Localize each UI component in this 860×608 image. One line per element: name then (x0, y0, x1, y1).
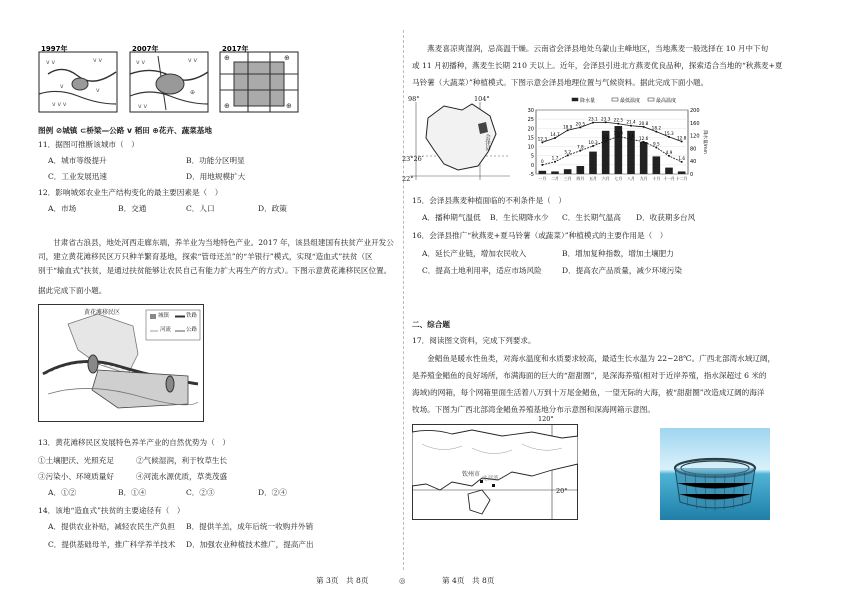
max-temp-line-label: 12.3 (537, 136, 547, 142)
max-temp-line-label: 20.8 (639, 120, 649, 126)
precip-bar (640, 142, 648, 174)
max-temp-line-label: 18.2 (651, 125, 661, 131)
svg-text:ⅴ ⅴ: ⅴ ⅴ (93, 57, 103, 64)
legend-entry: 最高温度 (656, 98, 677, 104)
y-tick-left: -5 (529, 172, 534, 178)
svg-text:⊕: ⊕ (224, 54, 230, 62)
q14-option-b[interactable]: B．提供羊羔，成年后统一收购并外销 (186, 522, 314, 531)
precip-bar (678, 171, 686, 174)
footer-mark: ◎ (399, 576, 406, 585)
legend-river: 河流 (160, 327, 172, 333)
svg-text:ⅴ ⅴ: ⅴ ⅴ (188, 57, 198, 64)
region-label: 黄花滩移民区 (84, 309, 121, 316)
max-temp-line-point (579, 126, 581, 128)
month-label: 十二月 (675, 176, 688, 181)
min-temp-line-label: 12.6 (639, 135, 649, 141)
min-temp-line-label: 14 (628, 133, 634, 139)
q11-option-c[interactable]: C．工业发展迅速 (48, 172, 107, 181)
max-temp-line-label: 14.7 (550, 131, 560, 137)
huanghuatan-map (38, 304, 204, 422)
q11-option-b[interactable]: B．功能分区明显 (186, 156, 245, 165)
month-label: 三月 (563, 176, 572, 181)
footer-page-3: 第 3页 共 8页 (316, 576, 369, 585)
q15-option-d[interactable]: D．收获期多台风 (636, 213, 696, 222)
question-17: 17．阅读图文资料，完成下列要求。 (412, 336, 536, 345)
max-temp-line-point (605, 121, 607, 123)
svg-text:⊕: ⊕ (284, 54, 290, 62)
chart-frame (536, 110, 688, 174)
map-legend: 图例 ⊘城镇 ⊂桥梁—公路 ⅴ 稻田 ⊕花卉、蔬菜基地 (38, 126, 212, 135)
svg-text:ⅴ ⅴ: ⅴ ⅴ (138, 103, 148, 110)
question-13: 13．黄花滩移民区发展特色养羊产业的自然优势为（ ） (38, 438, 230, 447)
y-tick-left: 25 (527, 117, 534, 124)
min-temp-line-point (605, 140, 607, 142)
max-temp-line-label: 21.4 (626, 119, 636, 125)
max-temp-line-label: 12.8 (677, 135, 687, 141)
min-temp-line-point (643, 141, 645, 143)
q13-option-b[interactable]: B．①④ (118, 488, 147, 497)
max-temp-line-point (630, 125, 632, 127)
min-temp-line-point (554, 161, 556, 163)
y-tick-left: 30 (527, 108, 534, 114)
max-temp-line-label: 20.5 (575, 121, 585, 127)
question-16: 16．会泽县推广“秋燕麦+夏马铃薯（或蔬菜）”种植模式的主要作用是（ ） (412, 231, 668, 240)
month-label: 七月 (614, 176, 623, 181)
month-label: 二月 (551, 176, 559, 181)
section-heading: 二、综合题 (412, 320, 450, 329)
min-temp-line-point (541, 164, 543, 166)
y-axis-label: 降水量/mm (702, 130, 707, 154)
min-temp-line-label: 15.6 (613, 130, 623, 136)
q11-option-a[interactable]: A．城市等级提升 (48, 156, 107, 165)
y-tick-right: 40 (690, 159, 697, 166)
y-tick-right: 80 (690, 146, 697, 153)
huize-location-map (402, 94, 512, 190)
month-label: 九月 (639, 176, 648, 181)
urban-evolution-maps (38, 44, 300, 124)
y-tick-right: 120 (690, 133, 700, 140)
min-temp-line-label: 1.6 (678, 155, 686, 161)
legend-swatch (612, 98, 618, 101)
y-tick-left: 20 (527, 126, 534, 133)
max-temp-line-label: 18.9 (563, 124, 573, 130)
q12-option-d[interactable]: D．政策 (258, 204, 287, 213)
svg-text:⊕: ⊕ (224, 102, 230, 110)
q16-option-d[interactable]: D．提高农产品质量，减少环境污染 (562, 266, 682, 275)
q14-option-c[interactable]: C．提供基础母羊，推广科学养羊技术 (48, 540, 176, 549)
max-temp-line-label: 23.3 (601, 116, 611, 122)
min-temp-line-point (668, 155, 670, 157)
month-label: 六月 (601, 176, 610, 181)
fig3-site: 北部湾 (482, 476, 499, 482)
climate-chart (520, 94, 710, 190)
q13-statement-4: ④河流水源优质，草类茂盛 (136, 472, 228, 481)
map-2017 (220, 52, 298, 112)
max-temp-line-point (617, 123, 619, 125)
month-label: 五月 (589, 176, 597, 181)
map-year-2: 2007年 (132, 45, 159, 53)
y-tick-left: 0 (530, 162, 534, 169)
max-temp-line-point (567, 129, 569, 131)
passage-gulang-line-1: 甘肃省古浪县，地处河西走廊东端，养羊业为当地特色产业。2017 年，该县组建国有扶贫产业开发公 (38, 238, 394, 247)
q12-option-b[interactable]: B．交通 (118, 204, 147, 213)
svg-text:ⅴ ⅴ: ⅴ ⅴ (46, 59, 56, 66)
y-tick-left: 5 (530, 153, 534, 160)
passage-gulang-line-3: 别于“输血式”扶贫，是通过扶贫能够让农民自己有能力扩大再生产的方式）。下图示意黄花滩移民区位置。 (38, 266, 392, 275)
month-label: 十月 (652, 176, 661, 181)
q13-statement-3: ③污染小、环境质量好 (38, 472, 114, 481)
month-label: 一月 (538, 176, 547, 181)
precip-bar (551, 171, 559, 174)
q15-option-a[interactable]: A．播种期气温低 (422, 213, 481, 222)
max-temp-line-point (655, 131, 657, 133)
fig3-lon: 120° (538, 415, 554, 423)
precip-bar (665, 168, 673, 174)
y-tick-right: 0 (690, 172, 694, 178)
legend-town: 城镇 (158, 313, 170, 319)
net-cage-image (660, 428, 770, 520)
footer-page-4: 第 4页 共 8页 (442, 576, 495, 585)
max-temp-line-point (554, 137, 556, 139)
q11-option-d[interactable]: D．用地规模扩大 (186, 172, 246, 181)
min-temp-line-point (617, 135, 619, 137)
question-14: 14．该地“造血式”扶贫的主要途径有（ ） (38, 506, 185, 515)
min-temp-line-label: 5.2 (564, 149, 572, 155)
legend-road: 公路 (186, 327, 198, 333)
month-label: 四月 (576, 176, 585, 181)
y-tick-right: 200 (690, 108, 700, 114)
passage-fish-line-1: 金鲳鱼是暖水性鱼类，对海水温度和水质要求较高，最适生长水温为 22~28℃。广西北部湾水域辽阔， (412, 354, 776, 363)
passage-oats-line-3: 马铃薯（大蔬菜）”种植模式。下图示意会泽县地理位置与气候资料。据此完成下面小题。 (412, 78, 709, 87)
q12-option-a[interactable]: A．市场 (48, 204, 77, 213)
legend-entry: 降水量 (580, 98, 596, 104)
legend-swatch (572, 98, 578, 101)
map-lon-98: 98° (408, 95, 420, 103)
q14-option-a[interactable]: A．提供农业补贴，减轻农民生产负担 (48, 522, 175, 531)
q15-option-c[interactable]: C．生长期气温高 (562, 213, 621, 222)
q12-option-c[interactable]: C．人口 (186, 204, 215, 213)
min-temp-line-label: 9.5 (652, 141, 660, 147)
map-year-1: 1997年 (41, 45, 68, 53)
q13-option-c[interactable]: C．②③ (186, 488, 215, 497)
q16-option-a[interactable]: A．延长产业链，增加农民收入 (422, 249, 527, 258)
map-lat-22: 22° (402, 175, 414, 183)
q13-option-a[interactable]: A．①② (48, 488, 77, 497)
legend-railway: 铁路 (186, 313, 198, 319)
min-temp-line-label: 13 (602, 135, 609, 141)
q16-option-b[interactable]: B．增加复种指数，增加土壤肥力 (562, 249, 674, 258)
question-11: 11．据图可推断该城市（ ） (38, 140, 139, 149)
min-temp-line-label: 1.7 (551, 155, 559, 161)
svg-text:ⅴ: ⅴ (96, 87, 100, 94)
y-tick-left: 10 (527, 144, 534, 151)
passage-oats-line-1: 燕麦喜凉爽湿润，忌高温干燥。云南省会泽县地处乌蒙山主峰地区，当地燕麦一般选择在 10 月中下旬 (412, 44, 769, 53)
min-temp-line-point (579, 150, 581, 152)
month-label: 八月 (627, 176, 635, 181)
beibu-gulf-map (412, 415, 578, 520)
climate-chart-svg (520, 94, 710, 190)
min-temp-line (542, 136, 681, 165)
y-tick-left: 15 (527, 135, 534, 142)
max-temp-line-point (668, 136, 670, 138)
precip-bar (564, 169, 572, 174)
min-temp-line-point (655, 146, 657, 148)
svg-text:ⅴ ⅴ: ⅴ ⅴ (136, 59, 146, 66)
question-15: 15．会泽县燕麦种植面临的不利条件是（ ） (412, 196, 566, 205)
passage-oats-line-2: 或 11 月初播种，燕麦生长期 210 天以上。近年，会泽县引进北方燕麦优良品种，探索适合当地的“秋燕麦+夏 (412, 61, 783, 70)
min-temp-line-label: 10.3 (588, 140, 598, 146)
passage-gulang-line-4: 据此完成下面小题。 (38, 286, 107, 295)
max-temp-line-point (681, 140, 683, 142)
svg-text:ⅴ ⅴ ⅴ: ⅴ ⅴ ⅴ (52, 101, 67, 108)
min-temp-line-point (681, 161, 683, 163)
max-temp-line-label: 23.1 (588, 116, 598, 122)
max-temp-line-point (592, 122, 594, 124)
svg-text:⊕: ⊕ (190, 89, 196, 96)
min-temp-line-point (592, 145, 594, 147)
map-2007 (130, 52, 208, 112)
q14-option-d[interactable]: D．加强农业种植技术推广，提高产出 (186, 540, 314, 549)
precip-bar (589, 152, 597, 174)
min-temp-line-label: 4.9 (665, 149, 673, 155)
y-tick-right: 160 (690, 120, 700, 127)
precip-bar (577, 166, 585, 174)
legend-swatch (648, 98, 654, 101)
precip-bar (653, 156, 661, 174)
map-1997 (39, 52, 117, 112)
passage-gulang-line-2: 司，建立黄花滩移民区万只种羊繁育基地，探索“管母还羔”的“羊银行”模式，实现“造血式”扶贫（区 (38, 252, 373, 261)
legend-entry: 最低温度 (620, 98, 641, 104)
q16-option-c[interactable]: C．提高土地利用率，适应市场风险 (422, 266, 542, 275)
q13-option-d[interactable]: D．②④ (258, 488, 287, 497)
fig3-city: 钦州市 (462, 471, 481, 478)
page-divider (403, 30, 404, 570)
map-year-3: 2017年 (222, 45, 249, 53)
map-lat-23: 23°26′ (402, 155, 424, 163)
max-temp-line-label: 22.5 (613, 117, 623, 123)
q13-statement-1: ①土壤肥沃、光照充足 (38, 456, 114, 465)
passage-fish-line-2: 是养殖金鲳鱼的良好场所，布满海面的巨大的“甜甜圈”，是深海养殖(相对于近岸养殖，指水深超过 6 米的 (412, 371, 767, 380)
fig3-lat: 20° (556, 487, 568, 495)
precip-bar (539, 171, 547, 174)
svg-text:ⅴ: ⅴ (60, 83, 64, 90)
svg-text:⊕: ⊕ (286, 102, 292, 110)
map-lon-104: 104° (474, 95, 490, 103)
month-label: 十一月 (663, 176, 675, 181)
q13-statement-2: ②气候湿润，利于牧草生长 (136, 456, 228, 465)
county-label: 会泽县 (484, 134, 490, 151)
q15-option-b[interactable]: B．生长期降水少 (490, 213, 549, 222)
min-temp-line-label: 0 (540, 158, 544, 164)
passage-fish-line-4: 牧场。下图为广西北部湾金鲳鱼养殖基地分布示意图和深海网箱示意图。 (412, 405, 655, 414)
passage-fish-line-3: 海域)的网箱，每个网箱里面生活着八万到十万尾金鲳鱼，一望无际的大海，被“甜甜圈”改造成辽阔的海洋 (412, 388, 765, 397)
min-temp-line-point (567, 154, 569, 156)
max-temp-line-point (643, 126, 645, 128)
max-temp-line-label: 15.3 (664, 130, 674, 136)
max-temp-line-point (541, 141, 543, 143)
min-temp-line-point (630, 138, 632, 140)
min-temp-line-label: 7.8 (576, 144, 584, 150)
question-12: 12．影响城郊农业生产结构变化的最主要因素是（ ） (38, 188, 223, 197)
